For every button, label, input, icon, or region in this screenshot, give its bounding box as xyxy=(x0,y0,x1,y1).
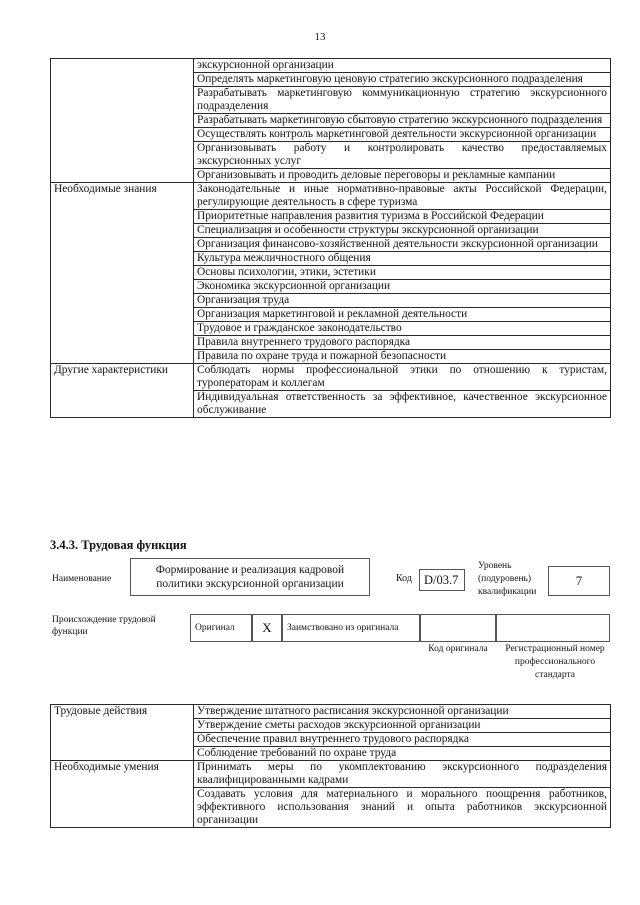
table-row xyxy=(51,210,611,224)
row-value: Обеспечение правил внутреннего трудового распорядка xyxy=(194,733,611,747)
row-value: Принимать меры по укомплектованию экскурсионного подразделения квалифицированными кадрами xyxy=(194,761,611,788)
table-row xyxy=(51,114,611,128)
row-label xyxy=(51,308,194,322)
row-label xyxy=(51,73,194,87)
row-label xyxy=(51,142,194,169)
row-value: Осуществлять контроль маркетинговой деятельности экскурсионной организации xyxy=(194,128,611,142)
table-row xyxy=(51,294,611,308)
table-row xyxy=(51,336,611,350)
row-value: Организация финансово-хозяйственной деятельности экскурсионной организации xyxy=(194,238,611,252)
table-row xyxy=(51,733,611,747)
row-value: Правила внутреннего трудового распорядка xyxy=(194,336,611,350)
row-label xyxy=(51,719,194,733)
row-label xyxy=(51,391,194,418)
row-value: Соблюдать нормы профессиональной этики по отношению к туристам, туроператорам и коллегам xyxy=(194,364,611,391)
row-value: экскурсионной организации xyxy=(194,59,611,73)
table-row xyxy=(51,747,611,761)
table-row xyxy=(51,252,611,266)
row-label: Другие характеристики xyxy=(51,364,194,391)
original-label: Оригинал xyxy=(190,614,252,642)
row-value: Создавать условия для материального и морального поощрения работников, эффективного использования знаний и опыта работников экскурсионной организации xyxy=(194,788,611,828)
row-value: Трудовое и гражданское законодательство xyxy=(194,322,611,336)
row-label xyxy=(51,336,194,350)
code-value: D/03.7 xyxy=(419,569,465,591)
competency-table xyxy=(50,58,611,418)
row-label xyxy=(51,733,194,747)
row-label xyxy=(51,87,194,114)
table-row xyxy=(51,719,611,733)
row-label xyxy=(51,350,194,364)
reg-number-title: Регистрационный номер профессионального стандарта xyxy=(505,644,605,680)
row-value: Утверждение сметы расходов экскурсионной организации xyxy=(194,719,611,733)
row-value: Специализация и особенности структуры экскурсионной организации xyxy=(194,224,611,238)
row-label xyxy=(51,114,194,128)
row-label xyxy=(51,224,194,238)
table-row xyxy=(51,280,611,294)
row-label xyxy=(51,266,194,280)
row-value: Организация труда xyxy=(194,294,611,308)
row-value: Приоритетные направления развития туризма в Российской Федерации xyxy=(194,210,611,224)
original-mark: X xyxy=(252,614,282,642)
row-value: Законодательные и иные нормативно-правовые акты Российской Федерации, регулирующие деятельность в сфере туризма xyxy=(194,183,611,210)
origin-label: Происхождение трудовой функции xyxy=(52,615,156,637)
row-label xyxy=(51,322,194,336)
row-value: Организовывать работу и контролировать качество предоставляемых экскурсионных услуг xyxy=(194,142,611,169)
row-label xyxy=(51,747,194,761)
row-value: Организовывать и проводить деловые переговоры и рекламные кампании xyxy=(194,169,611,183)
row-value: Организация маркетинговой и рекламной деятельности xyxy=(194,308,611,322)
row-value: Индивидуальная ответственность за эффективное, качественное экскурсионное обслуживание xyxy=(194,391,611,418)
table-row xyxy=(51,73,611,87)
row-value: Разрабатывать маркетинговую коммуникационную стратегию экскурсионного подразделения xyxy=(194,87,611,114)
row-label xyxy=(51,788,194,828)
table-row xyxy=(51,128,611,142)
table-row xyxy=(51,87,611,114)
page-number: 13 xyxy=(314,31,326,43)
row-label: Необходимые знания xyxy=(51,183,194,210)
table-row xyxy=(51,364,611,391)
row-label xyxy=(51,238,194,252)
row-value: Экономика экскурсионной организации xyxy=(194,280,611,294)
labor-actions-table xyxy=(50,704,611,828)
row-value: Утверждение штатного расписания экскурсионной организации xyxy=(194,705,611,719)
row-label: Трудовые действия xyxy=(51,705,194,719)
row-value: Определять маркетинговую ценовую стратегию экскурсионного подразделения xyxy=(194,73,611,87)
row-label xyxy=(51,128,194,142)
table-row xyxy=(51,238,611,252)
table-row xyxy=(51,391,611,418)
section-heading: 3.4.3. Трудовая функция xyxy=(50,538,187,552)
table-row xyxy=(51,322,611,336)
row-value: Основы психологии, этики, эстетики xyxy=(194,266,611,280)
table-row xyxy=(51,761,611,788)
function-name: Формирование и реализация кадровой политики экскурсионной организации xyxy=(130,558,370,596)
row-label xyxy=(51,59,194,73)
row-label xyxy=(51,169,194,183)
origin-code-title: Код оригинала xyxy=(428,644,488,654)
table-row xyxy=(51,142,611,169)
table-row xyxy=(51,224,611,238)
table-row xyxy=(51,266,611,280)
row-label xyxy=(51,210,194,224)
name-label: Наименование xyxy=(52,574,112,584)
table-row xyxy=(51,350,611,364)
borrowed-label: Заимствовано из оригинала xyxy=(282,614,420,642)
table-row xyxy=(51,183,611,210)
row-label xyxy=(51,252,194,266)
code-label: Код xyxy=(396,573,412,584)
table-row xyxy=(51,705,611,719)
row-value: Правила по охране труда и пожарной безопасности xyxy=(194,350,611,364)
row-value: Соблюдение требований по охране труда xyxy=(194,747,611,761)
row-value: Разрабатывать маркетинговую сбытовую стратегию экскурсионного подразделения xyxy=(194,114,611,128)
level-label: Уровень (подуровень) квалификации xyxy=(478,561,537,597)
table-row xyxy=(51,169,611,183)
level-value: 7 xyxy=(548,566,610,596)
table-row xyxy=(51,788,611,828)
origin-code-cell xyxy=(420,614,496,642)
row-label xyxy=(51,294,194,308)
table-row xyxy=(51,59,611,73)
table-row xyxy=(51,308,611,322)
reg-number-cell xyxy=(496,614,610,642)
row-label xyxy=(51,280,194,294)
row-value: Культура межличностного общения xyxy=(194,252,611,266)
row-label: Необходимые умения xyxy=(51,761,194,788)
